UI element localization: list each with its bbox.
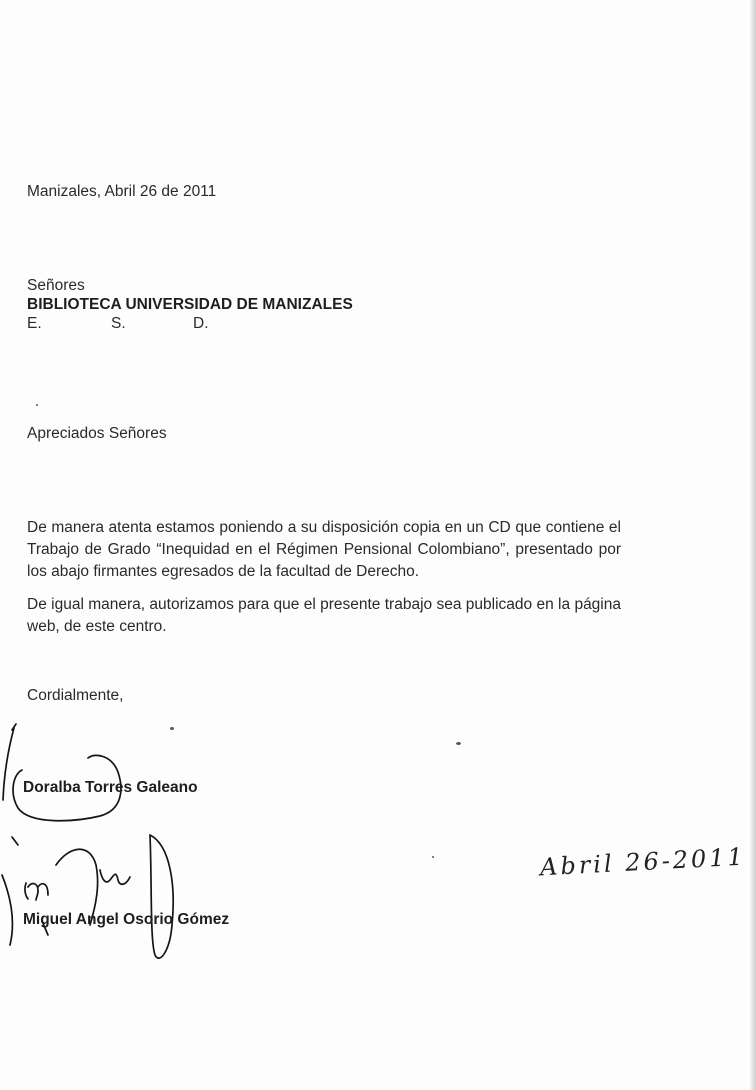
signatory-2-name: Miguel Angel Osorio Gómez [23, 911, 230, 928]
body-paragraph-2: De igual manera, autorizamos para que el presente trabajo sea publicado en la página web, de este centro. [27, 596, 621, 635]
esd-s: S. [111, 315, 126, 332]
esd-e: E. [27, 315, 42, 332]
greeting: Apreciados Señores [27, 425, 167, 442]
scan-speck [456, 742, 461, 745]
scan-speck [36, 404, 38, 406]
signatory-1-name: Doralba Torres Galeano [23, 779, 198, 796]
signature-1-scribble [0, 720, 140, 830]
scan-speck [432, 856, 434, 858]
closing: Cordialmente, [27, 687, 124, 704]
body-paragraph-1: De manera atenta estamos poniendo a su disposición copia en un CD que contiene el Trabajo de Grado “Inequidad en el Régimen Pensional Colombiano”, presentado por los abajo firmantes egresados de la facultad de Derecho. [27, 519, 621, 580]
handwritten-date: Abril 26-2011 [539, 842, 747, 882]
scan-edge-shadow [750, 0, 756, 1090]
salutation-line: Señores [27, 277, 85, 294]
esd-d: D. [193, 315, 209, 332]
recipient-name: BIBLIOTECA UNIVERSIDAD DE MANIZALES [27, 296, 353, 313]
scan-speck [170, 727, 174, 730]
place-date: Manizales, Abril 26 de 2011 [27, 183, 217, 200]
signature-2-scribble [0, 825, 200, 975]
